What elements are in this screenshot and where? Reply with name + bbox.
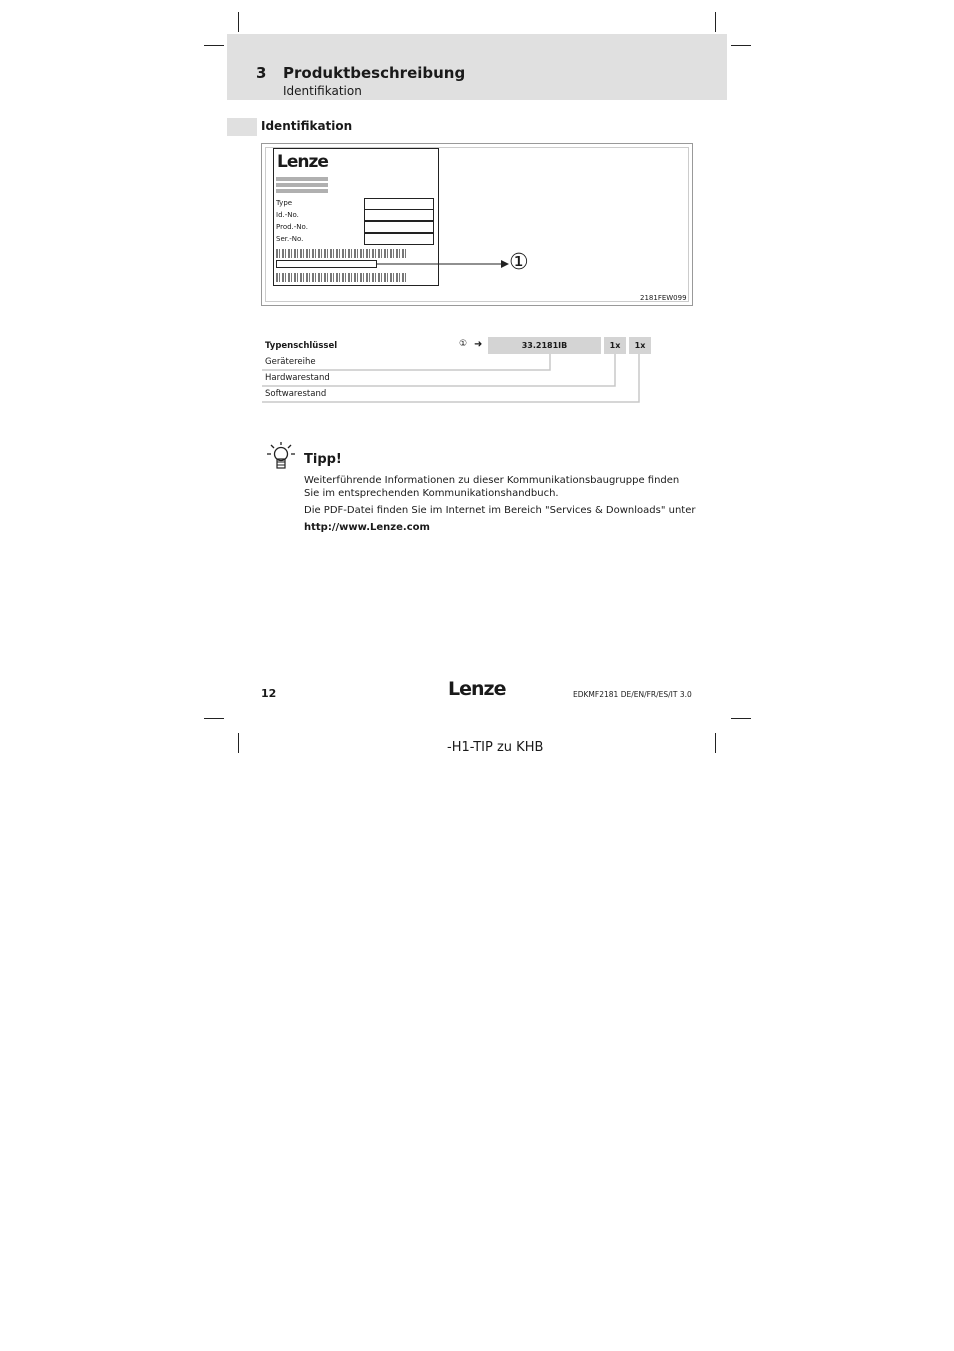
- type-key-row: Gerätereihe: [265, 357, 316, 367]
- nameplate-bar: [276, 177, 328, 181]
- tip-title: Tipp!: [304, 452, 342, 467]
- chapter-subtitle: Identifikation: [283, 84, 362, 98]
- callout-arrow-icon: [377, 255, 517, 275]
- nameplate-logo: Lenze: [277, 152, 328, 172]
- hw-version-cell: 1x: [604, 337, 626, 354]
- crop-mark: [715, 733, 716, 753]
- nameplate-field: [364, 221, 434, 233]
- nameplate-label: Id.-No.: [276, 211, 299, 219]
- crop-mark: [238, 12, 239, 32]
- document-id: EDKMF2181 DE/EN/FR/ES/IT 3.0: [573, 690, 692, 699]
- footer-logo: Lenze: [448, 678, 506, 700]
- type-key-title: Typenschlüssel: [265, 341, 338, 351]
- type-key-callout: ①: [459, 339, 468, 349]
- lightbulb-icon: [264, 442, 298, 472]
- callout-number: ①: [509, 250, 529, 275]
- chapter-title: Produktbeschreibung: [283, 64, 466, 82]
- tip-link[interactable]: http://www.Lenze.com: [304, 522, 430, 533]
- tip-text: Sie im entsprechenden Kommunikationshandbuch.: [304, 488, 559, 499]
- nameplate-bar: [276, 183, 328, 187]
- crop-mark: [731, 718, 751, 719]
- crop-mark: [715, 12, 716, 32]
- chapter-number: 3: [256, 64, 267, 82]
- arrow-right-icon: ➜: [474, 339, 483, 350]
- crop-mark: [731, 45, 751, 46]
- tip-text: Die PDF-Datei finden Sie im Internet im Bereich "Services & Downloads" unter: [304, 505, 696, 516]
- nameplate-field: [364, 209, 434, 221]
- crop-mark: [238, 733, 239, 753]
- nameplate-bar: [276, 189, 328, 193]
- nameplate-field: [364, 233, 434, 245]
- section-marker: [227, 118, 257, 136]
- section-title: Identifikation: [261, 119, 353, 133]
- sw-version-cell: 1x: [629, 337, 651, 354]
- nameplate-label: Prod.-No.: [276, 223, 308, 231]
- tip-text: Weiterführende Informationen zu dieser Kommunikationsbaugruppe finden: [304, 475, 680, 486]
- type-key-row: Hardwarestand: [265, 373, 330, 383]
- crop-mark: [204, 718, 224, 719]
- nameplate-label: Ser.-No.: [276, 235, 304, 243]
- crop-mark: [204, 45, 224, 46]
- type-code-field: [276, 260, 377, 268]
- figure-code: 2181FEW099: [640, 294, 687, 302]
- type-code-cell: 33.2181IB: [488, 337, 601, 354]
- page-caption: -H1-TIP zu KHB: [447, 740, 544, 755]
- nameplate-label: Type: [276, 199, 293, 207]
- type-key-row: Softwarestand: [265, 389, 327, 399]
- page-number: 12: [261, 687, 277, 700]
